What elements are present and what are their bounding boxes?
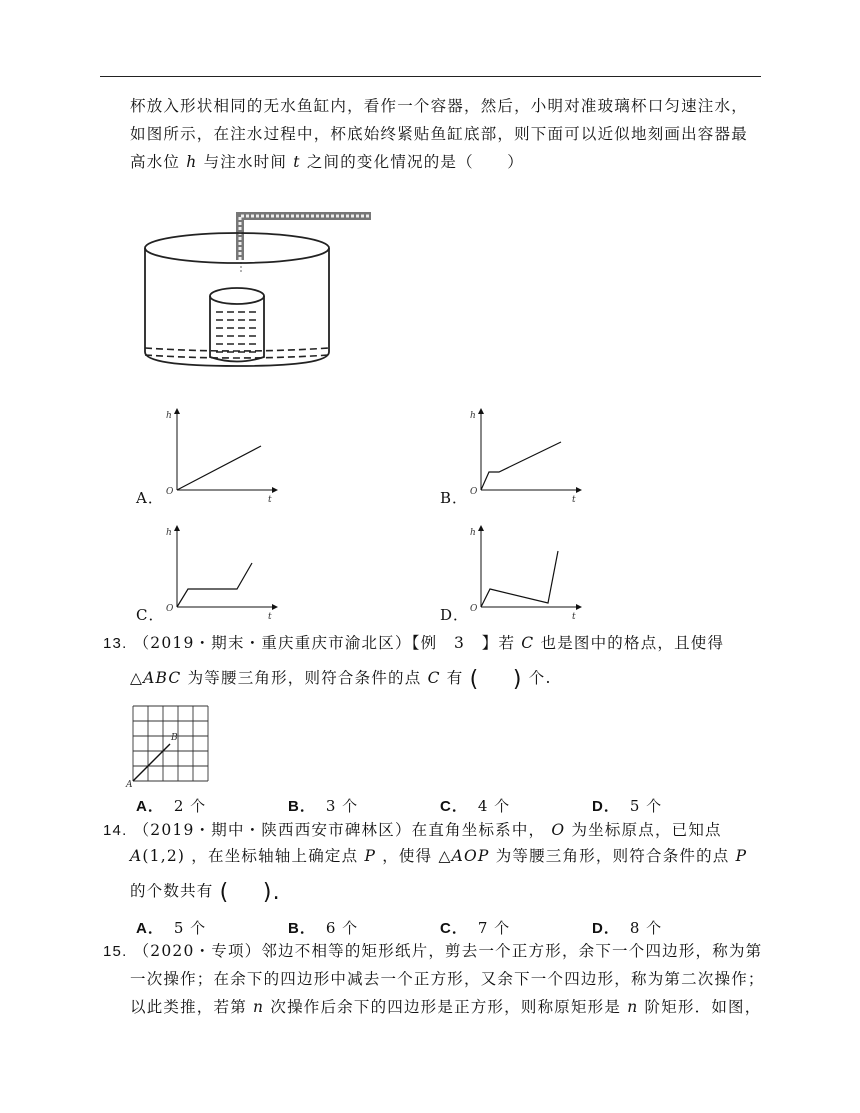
- q12-option-d-label[interactable]: D．: [440, 606, 470, 624]
- svg-text:h: h: [470, 528, 476, 538]
- q12-option-c-label[interactable]: C．: [136, 606, 165, 624]
- svg-text:O: O: [166, 487, 174, 497]
- q14-option-c[interactable]: C． 7 个: [440, 919, 511, 937]
- q12-line-1: 杯放入形状相同的无水鱼缸内，看作一个容器，然后，小明对准玻璃杯口匀速注水，: [130, 97, 748, 115]
- svg-text:t: t: [268, 495, 272, 505]
- q15-line-3: 以此类推，若第 n 次操作后余下的四边形是正方形，则称原矩形是 n 阶矩形．如图，: [130, 998, 762, 1016]
- q13-grid-figure: [125, 704, 215, 789]
- q13-line-1: 13. （2019・期末・重庆重庆市渝北区）【例 3 】若 C 也是图中的格点，且使得: [103, 634, 725, 652]
- q14-line-3: 的个数共有 ( ).: [130, 880, 281, 905]
- q13-option-d[interactable]: D． 5 个: [592, 797, 663, 815]
- q12-graph-b[interactable]: [466, 408, 586, 503]
- q15-line-2: 一次操作；在余下的四边形中减去一个正方形，又余下一个四边形，称为第二次操作；: [130, 970, 765, 988]
- aquarium-figure: [135, 210, 375, 370]
- svg-text:O: O: [166, 604, 174, 614]
- q14-line-2: A(1,2) ，在坐标轴轴上确定点 P ，使得 △AOP 为等腰三角形，则符合条件的点 P: [130, 847, 748, 865]
- svg-text:h: h: [166, 411, 172, 421]
- svg-text:t: t: [572, 495, 576, 505]
- q12-graph-c[interactable]: [162, 525, 282, 620]
- q12-option-b-label[interactable]: B．: [440, 489, 469, 507]
- svg-text:O: O: [470, 604, 478, 614]
- q13-option-a[interactable]: A． 2 个: [136, 797, 207, 815]
- q13-option-c[interactable]: C． 4 个: [440, 797, 511, 815]
- q12-line-2: 如图所示，在注水过程中，杯底始终紧贴鱼缸底部，则下面可以近似地刻画出容器最: [130, 125, 748, 143]
- svg-text:A: A: [126, 780, 133, 790]
- q15-line-1: 15. （2020・专项）邻边不相等的矩形纸片，剪去一个正方形，余下一个四边形，称为第: [103, 942, 763, 960]
- q13-option-b[interactable]: B． 3 个: [288, 797, 359, 815]
- svg-text:B: B: [171, 733, 178, 743]
- q14-line-1: 14. （2019・期中・陕西西安市碑林区）在直角坐标系中， O 为坐标原点，已知点: [103, 821, 722, 839]
- q14-option-b[interactable]: B． 6 个: [288, 919, 359, 937]
- q13-line-2: △ABC 为等腰三角形，则符合条件的点 C 有 ( ) 个.: [130, 667, 552, 692]
- svg-text:t: t: [572, 612, 576, 622]
- q12-graph-d[interactable]: [466, 525, 586, 620]
- q12-option-a-label[interactable]: A．: [136, 489, 164, 507]
- q14-option-a[interactable]: A． 5 个: [136, 919, 207, 937]
- svg-text:h: h: [166, 528, 172, 538]
- svg-text:t: t: [268, 612, 272, 622]
- q12-graph-a[interactable]: [162, 408, 282, 503]
- svg-text:O: O: [470, 487, 478, 497]
- q14-option-d[interactable]: D． 8 个: [592, 919, 663, 937]
- q12-line-3: 高水位 h 与注水时间 t 之间的变化情况的是（ ）: [130, 153, 524, 171]
- header-rule: [100, 76, 761, 77]
- svg-text:h: h: [470, 411, 476, 421]
